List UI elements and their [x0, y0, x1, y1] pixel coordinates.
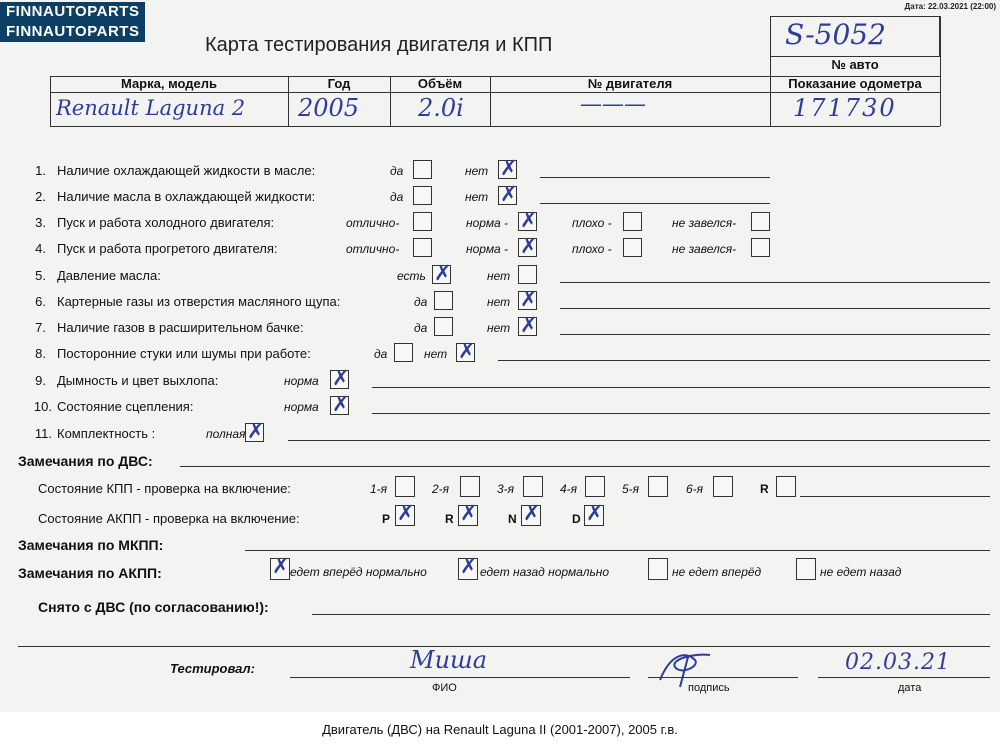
option-label: да	[374, 347, 388, 361]
item-label: Давление масла:	[57, 268, 161, 283]
tested-by-label: Тестировал:	[170, 661, 255, 676]
option-label: нет	[487, 269, 511, 283]
gear-position-checkbox[interactable]	[458, 505, 478, 526]
option-checkbox[interactable]	[434, 291, 453, 310]
gear-checkbox[interactable]	[776, 476, 796, 497]
gear-position-label: N	[508, 512, 517, 526]
item-notes-line	[560, 308, 990, 309]
option-checkbox[interactable]	[456, 343, 475, 362]
signature-caption: подпись	[688, 682, 730, 694]
remarks-manual-label: Замечания по МКПП:	[18, 537, 164, 553]
option-checkbox[interactable]	[330, 370, 349, 389]
option-label: нет	[487, 321, 511, 335]
item-notes-line	[540, 177, 770, 178]
option-checkbox[interactable]	[518, 291, 537, 310]
option-label: отлично-	[346, 216, 400, 230]
option-label: плохо -	[572, 216, 612, 230]
option-checkbox[interactable]	[623, 212, 642, 231]
manual-gearbox-line	[800, 496, 990, 497]
gear-position-checkbox[interactable]	[395, 505, 415, 526]
item-notes-line	[560, 334, 990, 335]
item-number: 7.	[35, 320, 46, 335]
table-bottom-line	[50, 126, 940, 127]
remarks-manual-line	[245, 550, 990, 551]
manual-gearbox-label: Состояние КПП - проверка на включение:	[38, 481, 291, 496]
option-checkbox[interactable]	[498, 186, 517, 205]
auto-remark-checkbox[interactable]	[270, 558, 290, 580]
option-checkbox[interactable]	[432, 265, 451, 284]
option-checkbox[interactable]	[413, 212, 432, 231]
item-number: 10.	[33, 399, 52, 414]
gear-position-label: P	[382, 512, 391, 526]
option-label: нет	[424, 347, 448, 361]
option-label: да	[390, 164, 404, 178]
item-notes-line	[560, 282, 990, 283]
option-checkbox[interactable]	[413, 238, 432, 257]
option-checkbox[interactable]	[498, 160, 517, 179]
option-checkbox[interactable]	[518, 238, 537, 257]
gear-label: 6-я	[686, 482, 704, 496]
date-caption: дата	[898, 682, 922, 694]
item-number: 1.	[35, 163, 46, 178]
fio-line	[290, 677, 630, 678]
stock-number: S-5052	[785, 18, 886, 51]
option-label: нет	[465, 190, 489, 204]
volume-header: Объём	[417, 76, 463, 91]
gear-checkbox[interactable]	[460, 476, 480, 497]
gear-checkbox[interactable]	[648, 476, 668, 497]
gear-checkbox[interactable]	[395, 476, 415, 497]
option-label: есть	[397, 269, 426, 283]
auto-remark-checkbox[interactable]	[648, 558, 668, 580]
removed-label: Снято с ДВС (по согласованию!):	[38, 599, 269, 615]
item-notes-line	[498, 360, 990, 361]
make-model-header: Марка, модель	[120, 76, 218, 91]
item-number: 2.	[35, 189, 46, 204]
item-number: 9.	[35, 373, 46, 388]
item-label: Картерные газы из отверстия масляного щупа:	[57, 294, 341, 309]
signature-line	[648, 677, 798, 678]
odometer-header: Показание одометра	[788, 76, 922, 91]
option-label: нет	[465, 164, 489, 178]
item-label: Пуск и работа прогретого двигателя:	[57, 241, 278, 256]
removed-line	[312, 614, 990, 615]
option-label: норма	[284, 400, 319, 414]
item-label: Посторонние стуки или шумы при работе:	[57, 346, 311, 361]
item-number: 4.	[35, 241, 46, 256]
item-number: 11.	[34, 426, 52, 441]
option-label: норма -	[466, 242, 509, 256]
option-label: нет	[487, 295, 511, 309]
sign-date-value: 02.03.21	[845, 650, 951, 675]
item-notes-line	[372, 413, 990, 414]
remarks-engine-label: Замечания по ДВС:	[18, 453, 153, 469]
engine-no-header: № двигателя	[587, 76, 673, 91]
date-line	[818, 677, 990, 678]
remarks-auto-label: Замечания по АКПП:	[18, 565, 162, 581]
option-checkbox[interactable]	[434, 317, 453, 336]
gear-label: 1-я	[370, 482, 388, 496]
table-col-5	[940, 16, 941, 126]
gear-label: 2-я	[432, 482, 450, 496]
item-number: 3.	[35, 215, 46, 230]
year-header: Год	[327, 76, 351, 91]
extra-line	[18, 646, 990, 647]
auto-remark-label: едет назад нормально	[480, 565, 610, 579]
fio-caption: ФИО	[432, 682, 457, 694]
engine-no-value: ———	[580, 92, 646, 117]
item-label: Комплектность :	[57, 426, 156, 441]
auto-remark-label: не едет вперёд	[672, 565, 762, 579]
form-title: Карта тестирования двигателя и КПП	[205, 34, 553, 56]
date-stamp: Дата: 22.03.2021 (22:00)	[904, 2, 996, 11]
option-checkbox[interactable]	[245, 423, 264, 442]
option-label: полная	[206, 427, 246, 441]
odometer-value: 171730	[793, 94, 897, 122]
option-checkbox[interactable]	[518, 265, 537, 284]
option-label: отлично-	[346, 242, 400, 256]
option-label: плохо -	[572, 242, 612, 256]
item-label: Наличие охлаждающей жидкости в масле:	[57, 163, 316, 178]
remarks-engine-line	[180, 466, 990, 467]
item-notes-line	[372, 387, 990, 388]
option-checkbox[interactable]	[394, 343, 413, 362]
option-label: не завелся-	[672, 216, 737, 230]
option-label: не завелся-	[672, 242, 737, 256]
item-label: Наличие газов в расширительном бачке:	[57, 320, 304, 335]
gear-checkbox[interactable]	[713, 476, 733, 497]
gear-label: 4-я	[560, 482, 578, 496]
gear-label: 5-я	[622, 482, 640, 496]
item-notes-line	[540, 203, 770, 204]
gear-position-label: D	[572, 512, 581, 526]
item-label: Дымность и цвет выхлопа:	[57, 373, 219, 388]
auto-no-header: № авто	[831, 57, 879, 72]
gear-position-checkbox[interactable]	[521, 505, 541, 526]
item-number: 6.	[35, 294, 46, 309]
gear-position-checkbox[interactable]	[584, 505, 604, 526]
option-label: да	[390, 190, 404, 204]
gear-position-label: R	[445, 512, 454, 526]
option-checkbox[interactable]	[623, 238, 642, 257]
option-checkbox[interactable]	[413, 160, 432, 179]
auto-gearbox-label: Состояние АКПП - проверка на включение:	[38, 511, 300, 526]
auto-remark-checkbox[interactable]	[796, 558, 816, 580]
tester-name: Миша	[410, 646, 488, 674]
item-label: Наличие масла в охлаждающей жидкости:	[57, 189, 316, 204]
watermark-top: FINNAUTOPARTS	[0, 2, 145, 22]
item-notes-line	[288, 440, 990, 441]
item-number: 5.	[35, 268, 46, 283]
option-label: да	[414, 321, 428, 335]
gear-label: R	[760, 482, 769, 496]
watermark-bottom: FINNAUTOPARTS	[0, 22, 145, 42]
auto-remark-label: едет вперёд нормально	[290, 565, 427, 579]
gear-checkbox[interactable]	[523, 476, 543, 497]
item-number: 8.	[35, 346, 46, 361]
option-label: да	[414, 295, 428, 309]
item-label: Пуск и работа холодного двигателя:	[57, 215, 275, 230]
item-label: Состояние сцепления:	[57, 399, 194, 414]
option-checkbox[interactable]	[413, 186, 432, 205]
option-checkbox[interactable]	[518, 317, 537, 336]
volume-value: 2.0i	[418, 94, 464, 122]
auto-remark-label: не едет назад	[820, 565, 902, 579]
auto-remark-checkbox[interactable]	[458, 558, 478, 580]
option-checkbox[interactable]	[518, 212, 537, 231]
option-label: норма	[284, 374, 319, 388]
gear-label: 3-я	[497, 482, 515, 496]
year-value: 2005	[298, 94, 360, 122]
gear-checkbox[interactable]	[585, 476, 605, 497]
option-checkbox[interactable]	[330, 396, 349, 415]
option-checkbox[interactable]	[751, 238, 770, 257]
image-caption: Двигатель (ДВС) на Renault Laguna II (2001-2007), 2005 г.в.	[322, 722, 678, 737]
option-label: норма -	[466, 216, 509, 230]
option-checkbox[interactable]	[751, 212, 770, 231]
make-model-value: Renault Laguna 2	[56, 96, 246, 120]
